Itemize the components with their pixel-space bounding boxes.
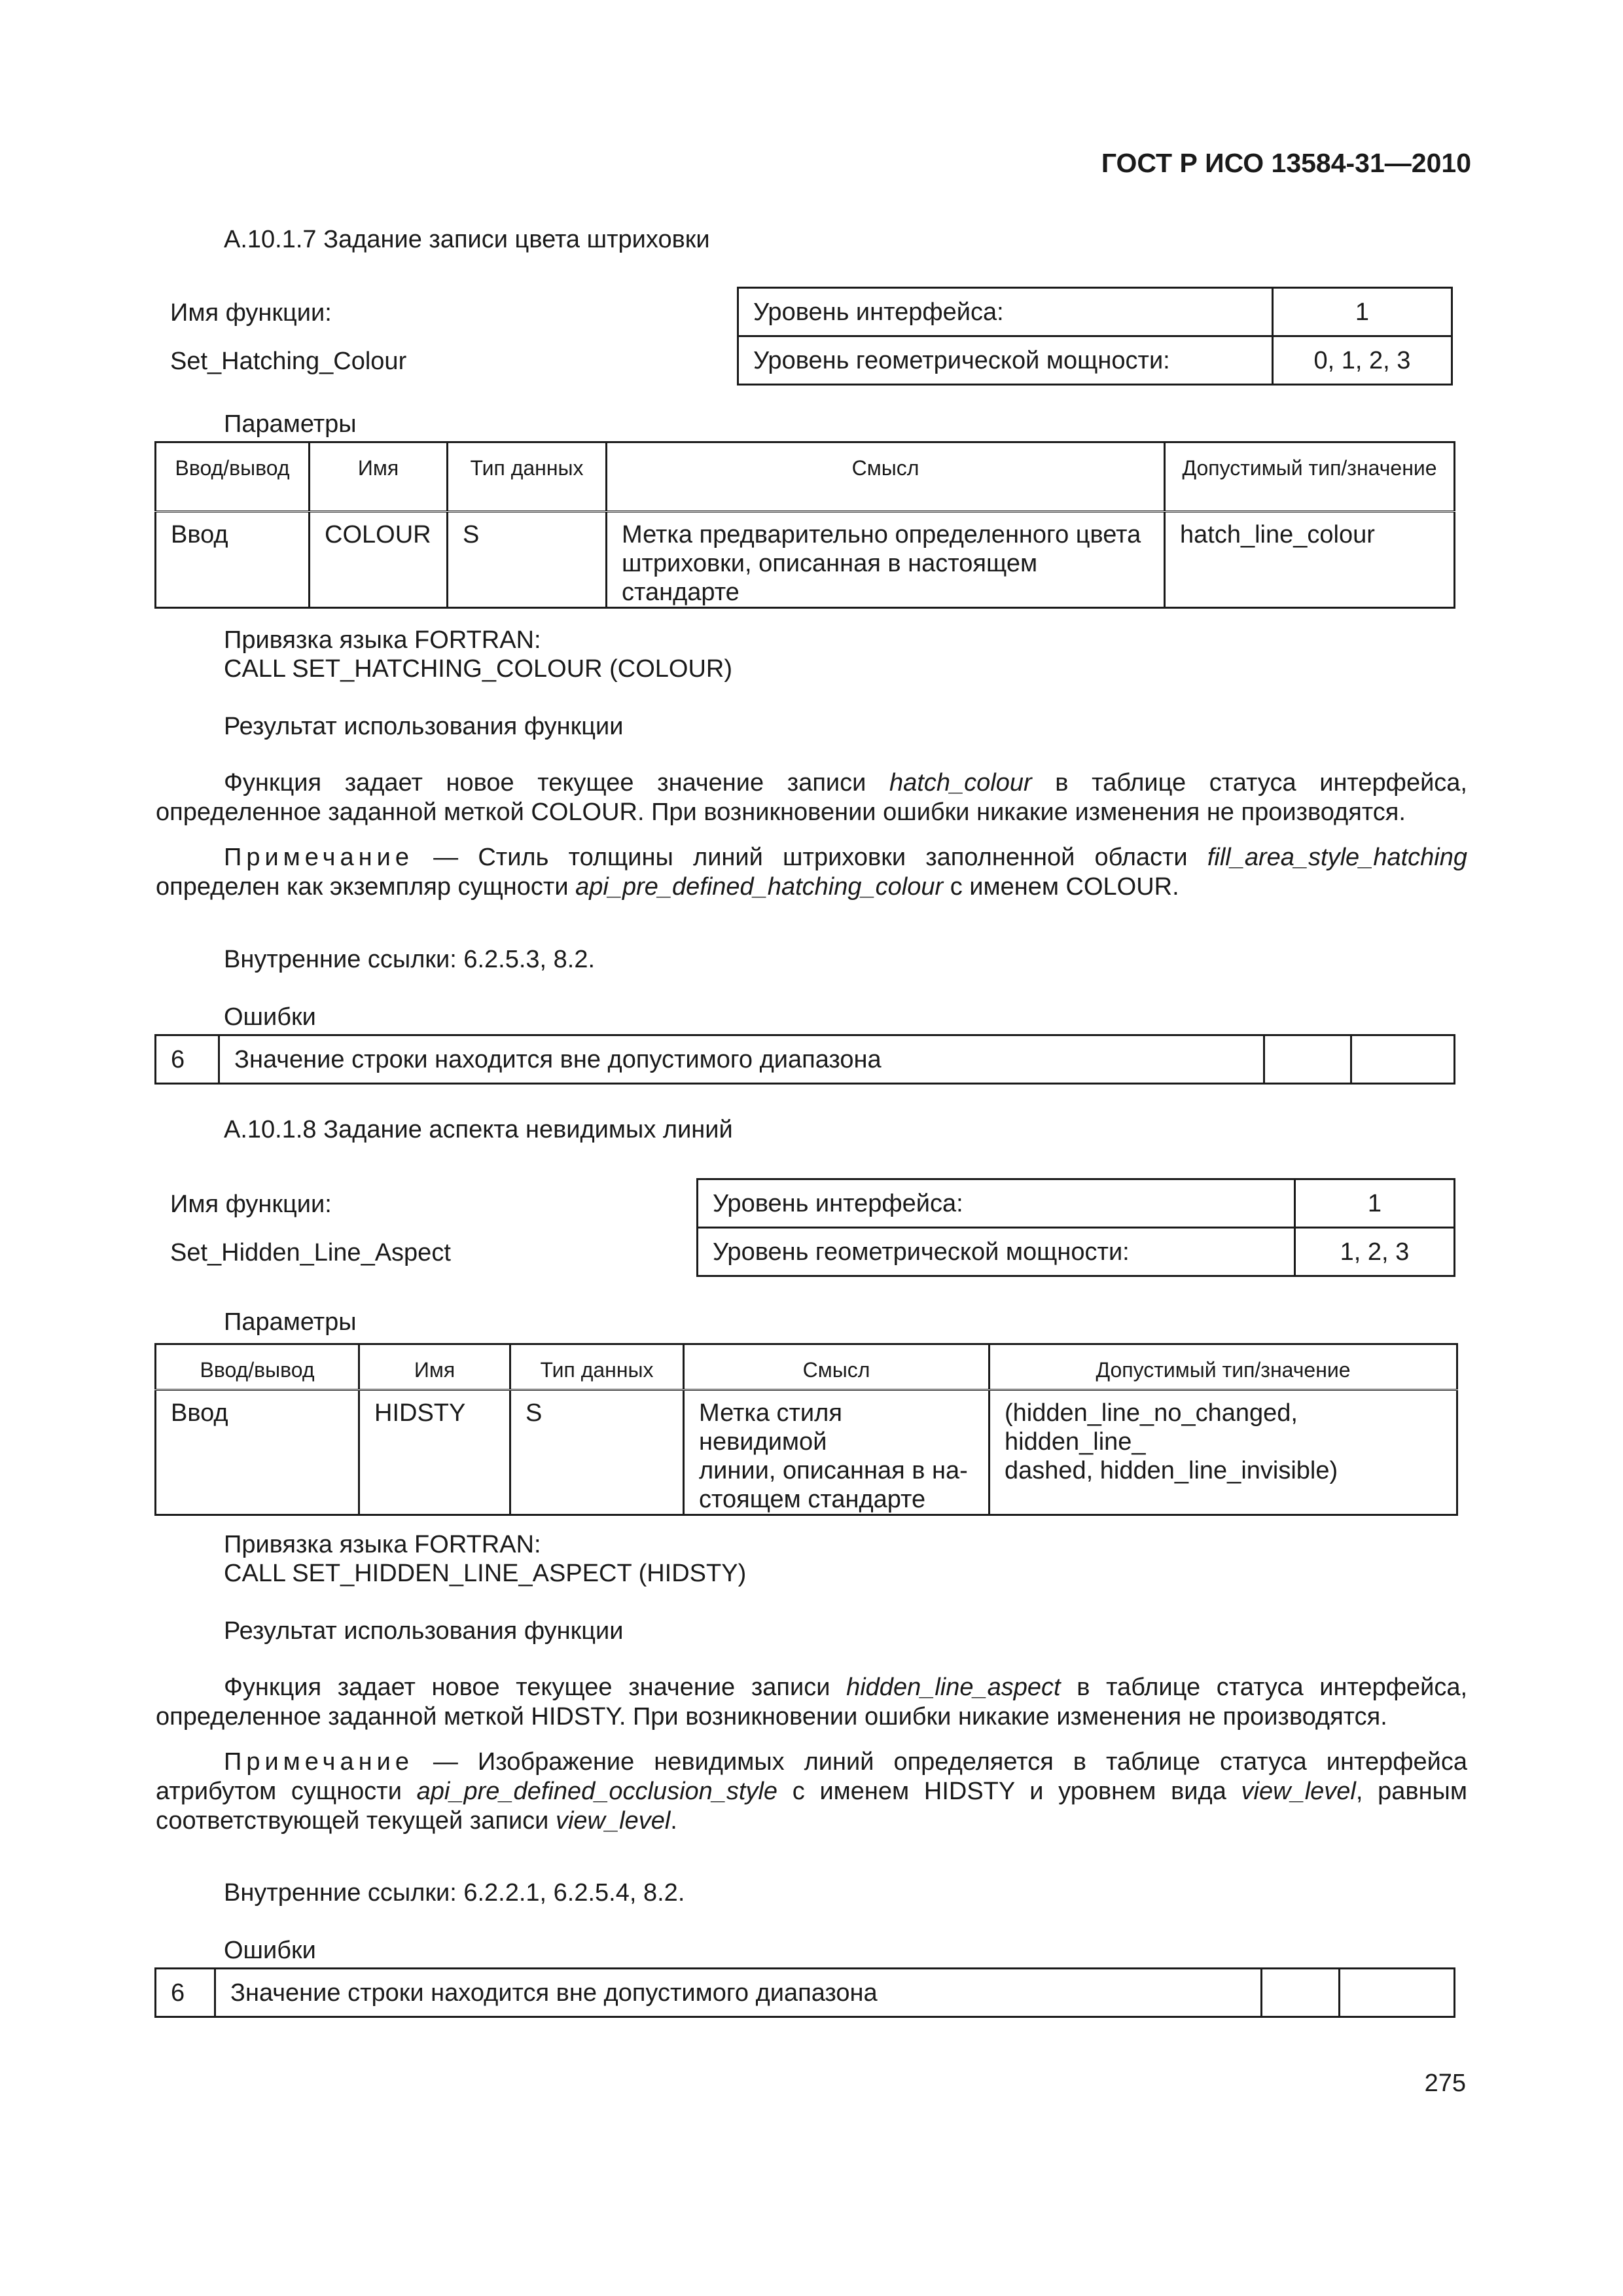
levels-row — [738, 336, 1452, 385]
param-io: Ввод — [156, 512, 310, 608]
params-header-meaning: Смысл — [684, 1344, 990, 1390]
params-header-name: Имя — [359, 1344, 510, 1390]
params-table — [154, 1343, 1458, 1516]
error-empty-cell — [1340, 1969, 1455, 2017]
levels-table — [696, 1178, 1455, 1277]
levels-table — [737, 287, 1453, 386]
result-variable: hidden_line_aspect — [846, 1674, 1061, 1701]
note-variable: api_pre_defined_occlusion_style — [416, 1778, 778, 1805]
params-header-type: Тип данных — [510, 1344, 684, 1390]
level-label: Уровень геометрической мощности: — [738, 336, 1273, 385]
result-text: в таблице статуса интерфейса, определенное заданной меткой HIDSTY. При возникновении ошибки никакие изменения не производятся. — [156, 1674, 1468, 1731]
param-meaning-line: Метка стиля невидимой — [699, 1399, 842, 1456]
errors-label: Ошибки — [224, 1937, 316, 1964]
note-text: определен как экземпляр сущности — [156, 873, 569, 901]
error-text: Значение строки находится вне допустимого диапазона — [215, 1969, 1262, 2017]
param-meaning-line: Метка предварительно определенного цвета — [622, 521, 1141, 548]
note-label: Примечание — [224, 1748, 414, 1776]
result-text: Функция задает новое текущее значение записи — [224, 769, 866, 797]
param-allowed-line: (hidden_line_no_changed, hidden_line_ — [1005, 1399, 1298, 1456]
params-header-io: Ввод/вывод — [156, 442, 310, 512]
function-name: Set_Hatching_Colour — [170, 348, 407, 375]
level-value: 0, 1, 2, 3 — [1273, 336, 1452, 385]
levels-row — [738, 288, 1452, 336]
level-label: Уровень интерфейса: — [698, 1179, 1295, 1228]
level-value: 1 — [1273, 288, 1452, 336]
errors-table — [154, 1967, 1455, 2018]
error-empty-cell — [1351, 1035, 1455, 1084]
params-header-type: Тип данных — [448, 442, 607, 512]
internal-refs: Внутренние ссылки: 6.2.5.3, 8.2. — [224, 946, 596, 973]
params-label: Параметры — [224, 410, 357, 438]
params-table — [154, 441, 1455, 609]
result-label: Результат использования функции — [224, 1617, 624, 1645]
param-allowed — [990, 1390, 1457, 1515]
result-label: Результат использования функции — [224, 713, 624, 740]
note-variable: api_pre_defined_hatching_colour — [575, 873, 944, 901]
params-header-meaning: Смысл — [607, 442, 1165, 512]
note-text: — Изображение невидимых линий определяется в таблице статуса интерфейса атрибутом сущности — [156, 1748, 1467, 1805]
params-header-allowed: Допустимый тип/значение — [1165, 442, 1455, 512]
param-io: Ввод — [156, 1390, 359, 1515]
result-variable: hatch_colour — [889, 769, 1032, 797]
result-text: в таблице статуса интерфейса, определенное заданной меткой COLOUR. При возникновении ошибки никакие изменения не производятся. — [156, 769, 1467, 826]
result-paragraph — [156, 1673, 1467, 1732]
params-header-io: Ввод/вывод — [156, 1344, 359, 1390]
param-name: COLOUR — [310, 512, 448, 608]
param-meaning — [684, 1390, 990, 1515]
params-label: Параметры — [224, 1308, 357, 1336]
level-label: Уровень геометрической мощности: — [698, 1228, 1295, 1276]
error-row — [156, 1969, 1455, 2017]
levels-row — [698, 1228, 1455, 1276]
function-name: Set_Hidden_Line_Aspect — [170, 1239, 451, 1266]
note-variable: view_level — [1241, 1778, 1356, 1805]
param-meaning-line: стоящем стандарте — [699, 1486, 926, 1513]
error-empty-cell — [1264, 1035, 1351, 1084]
binding-call: CALL SET_HATCHING_COLOUR (COLOUR) — [224, 655, 733, 683]
error-code: 6 — [156, 1035, 219, 1084]
param-meaning-line: штриховки, описанная в настоящем стандарте — [622, 550, 1038, 606]
note-text: — Стиль толщины линий штриховки заполненной области — [413, 844, 1188, 871]
result-paragraph — [156, 768, 1467, 827]
note-text: с именем HIDSTY и уровнем вида — [792, 1778, 1226, 1805]
param-type: S — [448, 512, 607, 608]
errors-table — [154, 1034, 1455, 1085]
internal-refs: Внутренние ссылки: 6.2.2.1, 6.2.5.4, 8.2. — [224, 1879, 685, 1907]
page-number: 275 — [1424, 2070, 1466, 2097]
note-text: . — [670, 1807, 677, 1835]
error-code: 6 — [156, 1969, 215, 2017]
param-meaning — [607, 512, 1165, 608]
section-heading: A.10.1.8 Задание аспекта невидимых линий — [224, 1116, 733, 1143]
error-text: Значение строки находится вне допустимого диапазона — [219, 1035, 1264, 1084]
levels-row — [698, 1179, 1455, 1228]
binding-label: Привязка языка FORTRAN: — [224, 626, 541, 654]
binding-call: CALL SET_HIDDEN_LINE_ASPECT (HIDSTY) — [224, 1560, 747, 1587]
params-row — [156, 1390, 1457, 1515]
function-name-label: Имя функции: — [170, 299, 332, 327]
note-text: с именем COLOUR. — [950, 873, 1179, 901]
note-text: , равным соответствующей текущей записи — [156, 1778, 1467, 1835]
errors-label: Ошибки — [224, 1003, 316, 1031]
param-allowed-line: dashed, hidden_line_invisible) — [1005, 1457, 1338, 1484]
params-header-row — [156, 442, 1455, 512]
param-meaning-line: линии, описанная в на- — [699, 1457, 968, 1484]
note-variable: view_level — [555, 1807, 671, 1835]
level-value: 1, 2, 3 — [1295, 1228, 1455, 1276]
section-heading: A.10.1.7 Задание записи цвета штриховки — [224, 226, 710, 253]
function-name-label: Имя функции: — [170, 1191, 332, 1218]
params-header-name: Имя — [310, 442, 448, 512]
level-label: Уровень интерфейса: — [738, 288, 1273, 336]
level-value: 1 — [1295, 1179, 1455, 1228]
error-row — [156, 1035, 1455, 1084]
note-paragraph — [156, 1748, 1467, 1836]
param-allowed: hatch_line_colour — [1165, 512, 1455, 608]
param-type: S — [510, 1390, 684, 1515]
params-header-allowed: Допустимый тип/значение — [990, 1344, 1457, 1390]
document-code: ГОСТ Р ИСО 13584-31—2010 — [1101, 148, 1471, 178]
note-variable: fill_area_style_hatching — [1207, 844, 1467, 871]
result-text: Функция задает новое текущее значение записи — [224, 1674, 830, 1701]
params-header-row — [156, 1344, 1457, 1390]
error-empty-cell — [1262, 1969, 1340, 2017]
binding-label: Привязка языка FORTRAN: — [224, 1531, 541, 1558]
note-paragraph — [156, 843, 1467, 902]
params-row — [156, 512, 1455, 608]
param-name: HIDSTY — [359, 1390, 510, 1515]
note-label: Примечание — [224, 844, 414, 871]
